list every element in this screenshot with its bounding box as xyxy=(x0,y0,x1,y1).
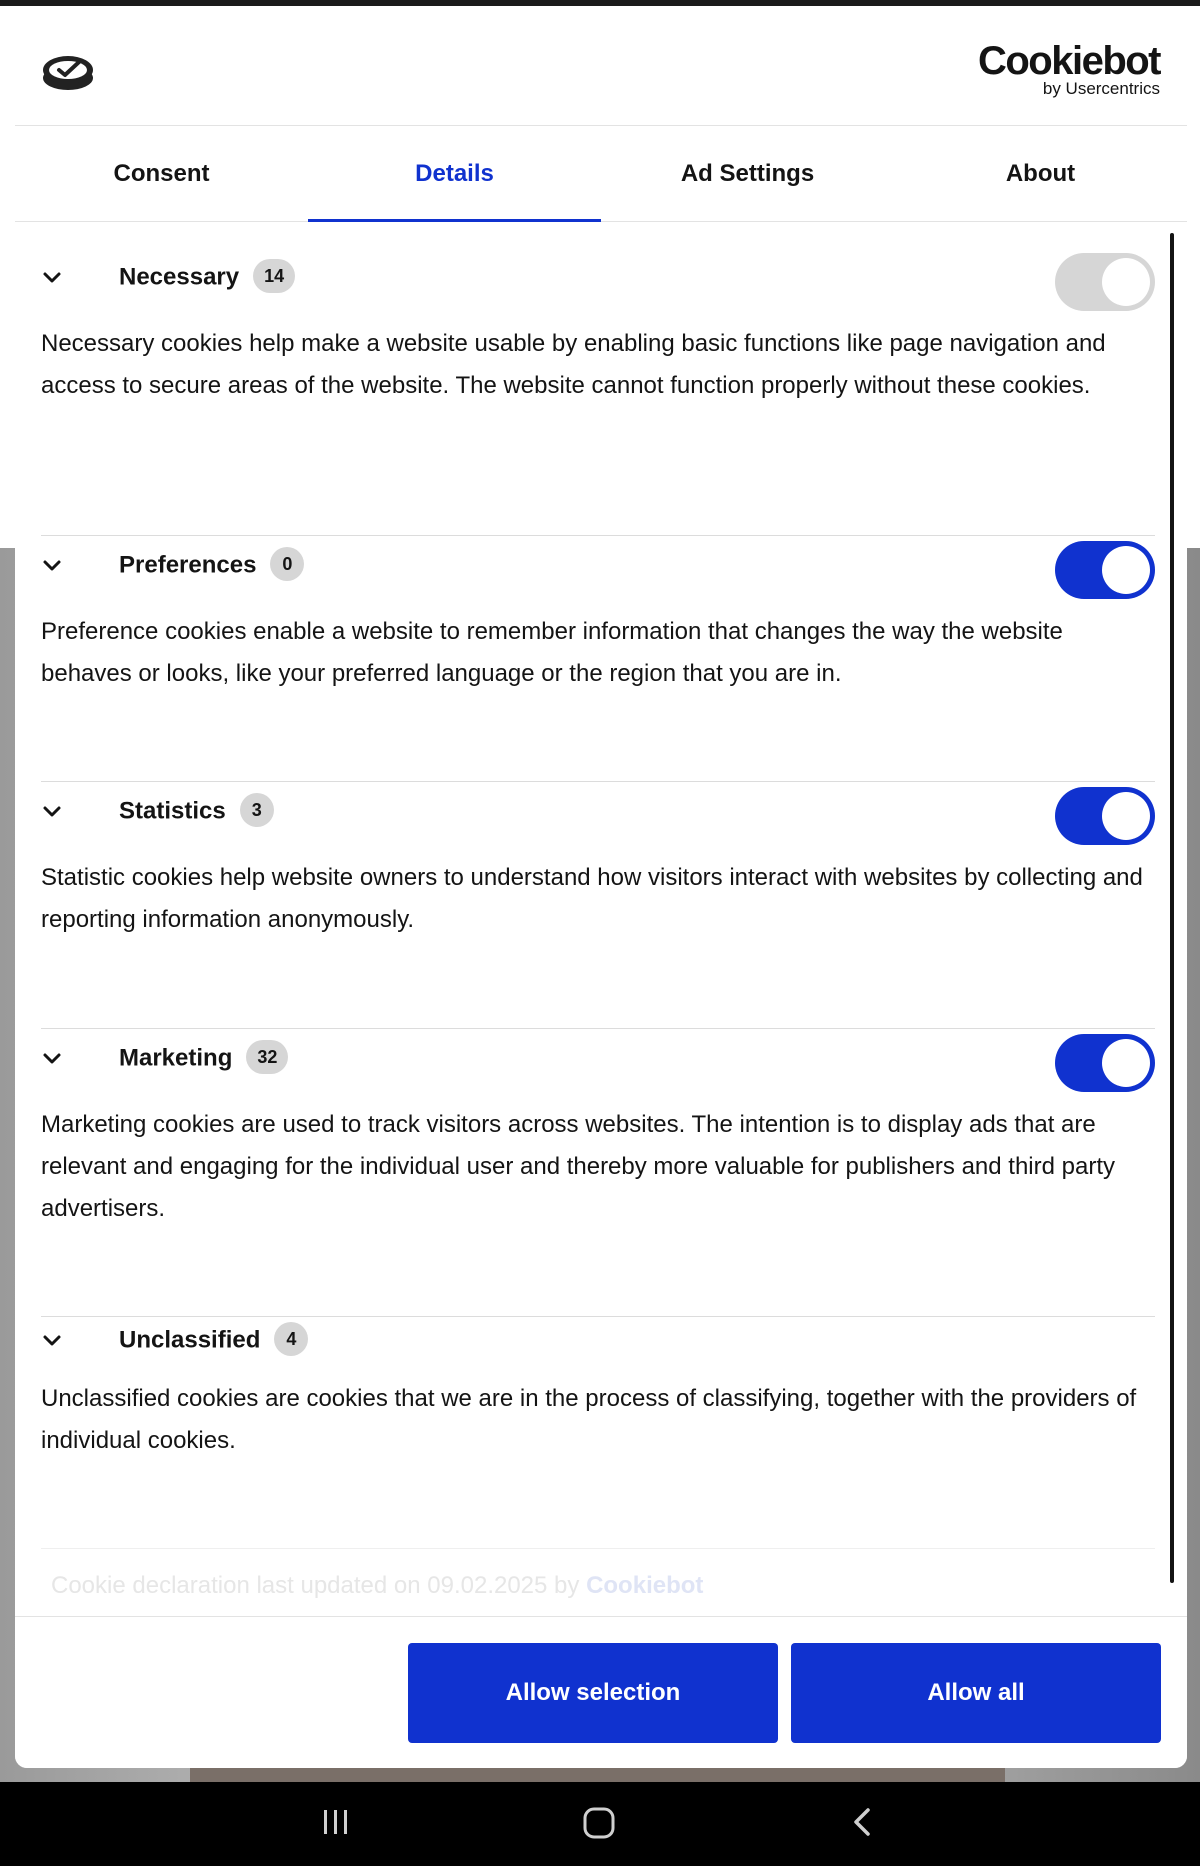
tab-ad-settings[interactable]: Ad Settings xyxy=(680,159,815,187)
cookie-count-badge: 3 xyxy=(240,793,274,827)
recents-icon[interactable] xyxy=(320,1806,352,1838)
allow-selection-button[interactable]: Allow selection xyxy=(408,1643,778,1743)
section-header[interactable] xyxy=(41,533,1155,603)
section-header[interactable] xyxy=(41,245,1155,315)
section-title-text: Marketing xyxy=(119,1044,233,1072)
section-header[interactable] xyxy=(41,1026,1155,1096)
toggle-knob xyxy=(1102,546,1150,594)
brand-name: Cookiebot xyxy=(977,39,1160,83)
tab-about[interactable]: About xyxy=(1005,159,1076,187)
section-description: Necessary cookies help make a website usable by enabling basic functions like page navigation and access to secure areas of the website. The website cannot function properly without these cookies. xyxy=(41,330,1106,399)
chevron-down-icon[interactable] xyxy=(41,555,63,577)
section-title xyxy=(119,1324,308,1358)
section-title xyxy=(119,795,274,829)
chevron-down-icon[interactable] xyxy=(41,801,63,823)
section-title-text: Preferences xyxy=(119,551,257,579)
cookiebot-link[interactable]: Cookiebot xyxy=(586,1572,704,1599)
brand-sub: by Usercentrics xyxy=(1042,79,1160,98)
section-title-text: Statistics xyxy=(119,797,226,825)
cookie-declaration xyxy=(51,1572,703,1600)
chevron-down-icon[interactable] xyxy=(41,1330,63,1352)
section-unclassified xyxy=(41,1308,1155,1462)
toggle-preferences[interactable] xyxy=(1055,541,1155,599)
cookie-count-badge: 0 xyxy=(270,547,304,581)
toggle-knob xyxy=(1102,258,1150,306)
details-panel xyxy=(15,223,1187,1632)
chevron-down-icon[interactable] xyxy=(41,1048,63,1070)
chevron-down-icon[interactable] xyxy=(41,267,63,289)
status-bar-edge xyxy=(0,0,1200,6)
cookie-count-badge: 32 xyxy=(246,1040,288,1074)
scrollbar[interactable] xyxy=(1170,233,1174,1583)
section-statistics xyxy=(41,779,1155,941)
dialog-header xyxy=(15,16,1187,126)
cookie-count-badge: 14 xyxy=(253,259,295,293)
plate-checkmark-icon xyxy=(40,48,96,94)
back-icon[interactable] xyxy=(848,1806,878,1838)
dialog-footer xyxy=(15,1616,1187,1768)
toggle-necessary[interactable] xyxy=(1055,253,1155,311)
tab-details[interactable]: Details xyxy=(308,126,601,221)
section-description: Preference cookies enable a website to remember information that changes the way the website behaves or looks, like your preferred language or the region that you are in. xyxy=(41,618,1063,687)
system-navigation-bar xyxy=(0,1782,1200,1866)
tab-consent[interactable]: Consent xyxy=(113,159,210,187)
section-title-text: Necessary xyxy=(119,263,240,291)
cookiebot-logo xyxy=(978,40,1160,98)
section-description: Statistic cookies help website owners to understand how visitors interact with websites by collecting and reporting information anonymously. xyxy=(41,864,1143,933)
section-necessary xyxy=(41,245,1155,407)
home-icon[interactable] xyxy=(582,1806,616,1840)
section-title xyxy=(119,261,295,295)
section-description: Marketing cookies are used to track visitors across websites. The intention is to display ads that are relevant and engaging for the individual user and thereby more valuable for publishers and third party advertisers. xyxy=(41,1111,1115,1222)
section-description: Unclassified cookies are cookies that we are in the process of classifying, together with the providers of individual cookies. xyxy=(41,1385,1137,1454)
toggle-marketing[interactable] xyxy=(1055,1034,1155,1092)
cookie-consent-dialog xyxy=(15,16,1187,1768)
tab-bar xyxy=(15,126,1187,222)
divider xyxy=(41,1548,1155,1549)
section-preferences xyxy=(41,533,1155,695)
section-header[interactable] xyxy=(41,779,1155,849)
toggle-knob xyxy=(1102,1039,1150,1087)
section-header[interactable] xyxy=(41,1308,1155,1378)
section-marketing xyxy=(41,1026,1155,1230)
section-title-text: Unclassified xyxy=(119,1326,261,1354)
section-title xyxy=(119,1042,288,1076)
allow-all-button[interactable]: Allow all xyxy=(791,1643,1161,1743)
declaration-text: Cookie declaration last updated on 09.02.2025 by xyxy=(51,1572,580,1599)
toggle-knob xyxy=(1102,792,1150,840)
toggle-statistics[interactable] xyxy=(1055,787,1155,845)
cookie-count-badge: 4 xyxy=(274,1322,308,1356)
section-title xyxy=(119,549,304,583)
